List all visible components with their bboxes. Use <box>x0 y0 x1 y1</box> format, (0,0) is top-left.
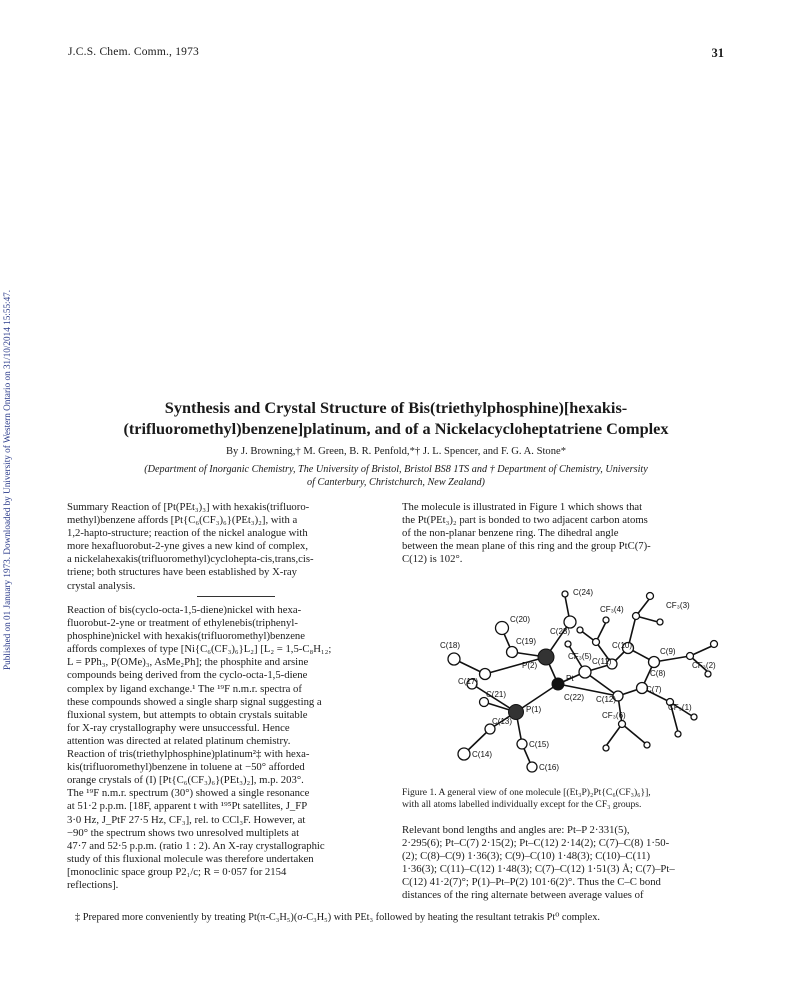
body-line: 1·36(3); C(11)–C(12) 1·48(3); C(7)–C(12) 1·51(3) Å; C(7)–Pt– <box>402 863 675 876</box>
atom-label: C(24) <box>573 588 594 597</box>
body-line: [monoclinic space group P2₁/c; R = 0·057 for 2154 <box>67 865 287 878</box>
affiliation-line: (Department of Inorganic Chemistry, The University of Bristol, Bristol BS8 1TS and † Department of Chemistry, University <box>144 464 648 475</box>
body-line: fluorobut-2-yne or treatment of ethylenebis(triphenyl- <box>67 617 298 630</box>
atom-label: C(10) <box>612 641 633 650</box>
affiliation-line: of Canterbury, Christchurch, New Zealand) <box>307 477 485 488</box>
phosphorus-2-atom <box>538 649 554 665</box>
atom <box>657 619 663 625</box>
body-line: The molecule is illustrated in Figure 1 which shows that <box>402 501 643 513</box>
body-line: affords complexes of type [Ni{C₆(CF₃)₆}L₂] [L₂ = 1,5-C₈H₁₂; <box>67 643 332 656</box>
atom-label: CF₃(1) <box>668 703 692 712</box>
atom-label: P(2) <box>522 661 538 670</box>
atom-label: C(19) <box>516 637 537 646</box>
summary-line: methyl)benzene affords [Pt{C₆(CF₃)₆}(PEt₃)₂], with a <box>67 514 298 527</box>
atom-label: CF₃(4) <box>600 605 624 614</box>
download-watermark <box>2 170 16 670</box>
atom <box>448 653 460 665</box>
body-line: these compounds showed a single sharp signal suggesting a <box>67 695 322 708</box>
atom <box>633 613 640 620</box>
atom-label: CF₃(6) <box>602 711 626 720</box>
body-line: kis(trifluoromethyl)benzene in toluene at −50° afforded <box>67 761 305 774</box>
atom-label: Pt <box>566 674 574 683</box>
atom <box>577 627 583 633</box>
atom <box>562 591 568 597</box>
body-line: Reaction of bis(cyclo-octa-1,5-diene)nickel with hexa- <box>67 604 302 616</box>
body-line: study of this fluxional molecule was therefore undertaken <box>67 852 314 865</box>
article-title <box>60 397 732 439</box>
body-line: phosphine)nickel with hexakis(trifluoromethyl)benzene <box>67 630 306 643</box>
body-line: at 51·2 p.p.m. [18F, apparent t with ¹⁹⁵Pt satellites, J_FP <box>67 800 308 813</box>
body-left-column <box>67 604 390 892</box>
atom <box>649 657 660 668</box>
summary-line: more hexafluorobut-2-yne gives a new kind of complex, <box>67 540 308 553</box>
atom-label: C(13) <box>492 717 513 726</box>
summary-line: triene; both structures have been established by X-ray <box>67 566 298 579</box>
author-list: By J. Browning,† M. Green, B. R. Penfold,*† J. L. Spencer, and F. G. A. Stone* <box>225 446 567 457</box>
body-line: Reaction of tris(triethylphosphine)platinum²‡ with hexa- <box>67 748 310 761</box>
atom <box>705 671 711 677</box>
summary-block <box>67 501 390 593</box>
body-line: for X-ray crystallography were unsuccessful. Hence <box>67 721 290 734</box>
atom-label: C(22) <box>564 693 585 702</box>
body-line: the Pt(PEt₃)₂ part is bonded to two adjacent carbon atoms <box>402 514 648 527</box>
atom <box>619 721 626 728</box>
body-line: 2·295(6); Pt–C(7) 2·15(2); Pt–C(12) 2·14(2); C(7)–C(8) 1·50- <box>402 837 670 850</box>
body-line: distances of the ring alternate between average values of <box>402 889 644 902</box>
atom-label: C(21) <box>486 690 507 699</box>
atom <box>480 669 491 680</box>
bonds <box>454 596 712 767</box>
atom <box>527 762 537 772</box>
body-right-column-bottom <box>402 824 725 903</box>
atom <box>647 593 654 600</box>
atom-label: C(9) <box>660 647 676 656</box>
download-watermark-text: Published on 01 January 1973. Downloaded by University of Western Ontario on 31/10/2014 15:55:47. <box>2 289 12 670</box>
body-line: Relevant bond lengths and angles are: Pt–P 2·331(5), <box>402 824 630 836</box>
atom <box>711 641 718 648</box>
body-line: C(12) 41·2(7)°; P(1)–Pt–P(2) 101·6(2)°. Thus the C–C bond <box>402 876 661 889</box>
bond <box>622 724 646 744</box>
atom <box>603 745 609 751</box>
title-line: (trifluoromethyl)benzene]platinum, and of a Nickelacycloheptatriene Complex <box>123 419 669 438</box>
atom-label: CF₃(3) <box>666 601 690 610</box>
atom-label: C(15) <box>529 740 550 749</box>
body-line: of the non-planar benzene ring. The dihedral angle <box>402 527 619 540</box>
atom-label: C(12) <box>596 695 617 704</box>
body-line: (2); C(8)–C(9) 1·36(3); C(9)–C(10) 1·48(3); C(10)–C(11) <box>402 850 651 863</box>
caption-line: with all atoms labelled individually except for the CF₃ groups. <box>402 799 642 810</box>
body-line: complex by ligand exchange.¹ The ¹⁹F n.m.r. spectra of <box>67 682 302 695</box>
atoms <box>448 591 718 772</box>
summary-divider <box>197 596 275 597</box>
body-line: −90° the spectrum shows two unresolved multiplets at <box>67 826 300 839</box>
body-line: fluxional system, but attempts to obtain crystals suitable <box>67 708 308 721</box>
atom <box>496 622 509 635</box>
atom <box>565 641 571 647</box>
body-line: 47·7 and 52·5 p.p.m. (ratio 1 : 2). An X-ray crystallographic <box>67 839 325 852</box>
summary-line: crystal analysis. <box>67 579 136 592</box>
body-line: C(12) is 102°. <box>402 553 463 566</box>
atom <box>687 653 694 660</box>
affiliation <box>66 463 726 489</box>
footnote: ‡ Prepared more conveniently by treating Pt(π-C₃H₅)(σ-C₃H₅) with PEt₃ followed by heating the resultant tetrakis Pt⁰ complex. <box>75 912 600 923</box>
body-line: reflections]. <box>67 878 119 891</box>
body-line: orange crystals of (I) [Pt{C₆(CF₃)₆}(PEt₃)₂], m.p. 203°. <box>67 774 304 787</box>
body-line: between the mean plane of this ring and the group PtC(7)- <box>402 540 651 553</box>
summary-line: a nickelahexakis(trifluoromethyl)cyclohepta-cis,trans,cis- <box>67 553 314 566</box>
body-right-column-top <box>402 501 725 566</box>
atom <box>458 748 470 760</box>
atom <box>644 742 650 748</box>
body-line: 3·0 Hz, J_PtF 27·5 Hz, CF₃], rel. to CCl₃F. However, at <box>67 813 306 826</box>
atom <box>675 731 681 737</box>
molecular-structure-figure <box>440 584 730 779</box>
atom <box>593 639 600 646</box>
atom <box>603 617 609 623</box>
atom-label: C(16) <box>539 763 560 772</box>
atom-label: C(14) <box>472 750 493 759</box>
atom-label: C(11) <box>592 657 612 666</box>
atom <box>517 739 527 749</box>
title-line: Synthesis and Crystal Structure of Bis(triethylphosphine)[hexakis- <box>164 398 628 417</box>
atom-label: C(20) <box>510 615 531 624</box>
running-head: J.C.S. Chem. Comm., 1973 <box>68 46 199 58</box>
molecule-diagram <box>440 584 730 779</box>
page-number: 31 <box>711 46 724 60</box>
atom-label: CF₃(2) <box>692 661 716 670</box>
summary-line: 1,2-hapto-structure; reaction of the nickel analogue with <box>67 527 308 540</box>
summary-line: Summary Reaction of [Pt(PEt₃)₃] with hexakis(trifluoro- <box>67 501 310 513</box>
body-line: attention was directed at related platinum chemistry. <box>67 734 291 747</box>
atom-label: C(18) <box>440 641 461 650</box>
atom <box>579 666 591 678</box>
body-line: L = PPh₃, P(OMe)₃, AsMe₂Ph]; the phosphite and arsine <box>67 656 309 669</box>
caption-line: Figure 1. A general view of one molecule [(Et₃P)₂Pt{C₆(CF₃)₆}], <box>402 787 651 798</box>
atom-label: C(8) <box>650 669 666 678</box>
body-line: compounds being derived from the cyclo-octa-1,5-diene <box>67 669 308 682</box>
atom <box>691 714 697 720</box>
figure-caption <box>402 787 725 811</box>
body-line: The ¹⁹F n.m.r. spectrum (30°) showed a single resonance <box>67 787 310 800</box>
atom <box>507 647 518 658</box>
atom-label: CF₃(5) <box>568 652 592 661</box>
platinum-atom <box>552 678 565 691</box>
atom-label: C(23) <box>550 627 571 636</box>
atom-label: P(1) <box>526 705 542 714</box>
atom-label: C(17) <box>458 677 479 686</box>
atom-label: C(7) <box>646 685 662 694</box>
